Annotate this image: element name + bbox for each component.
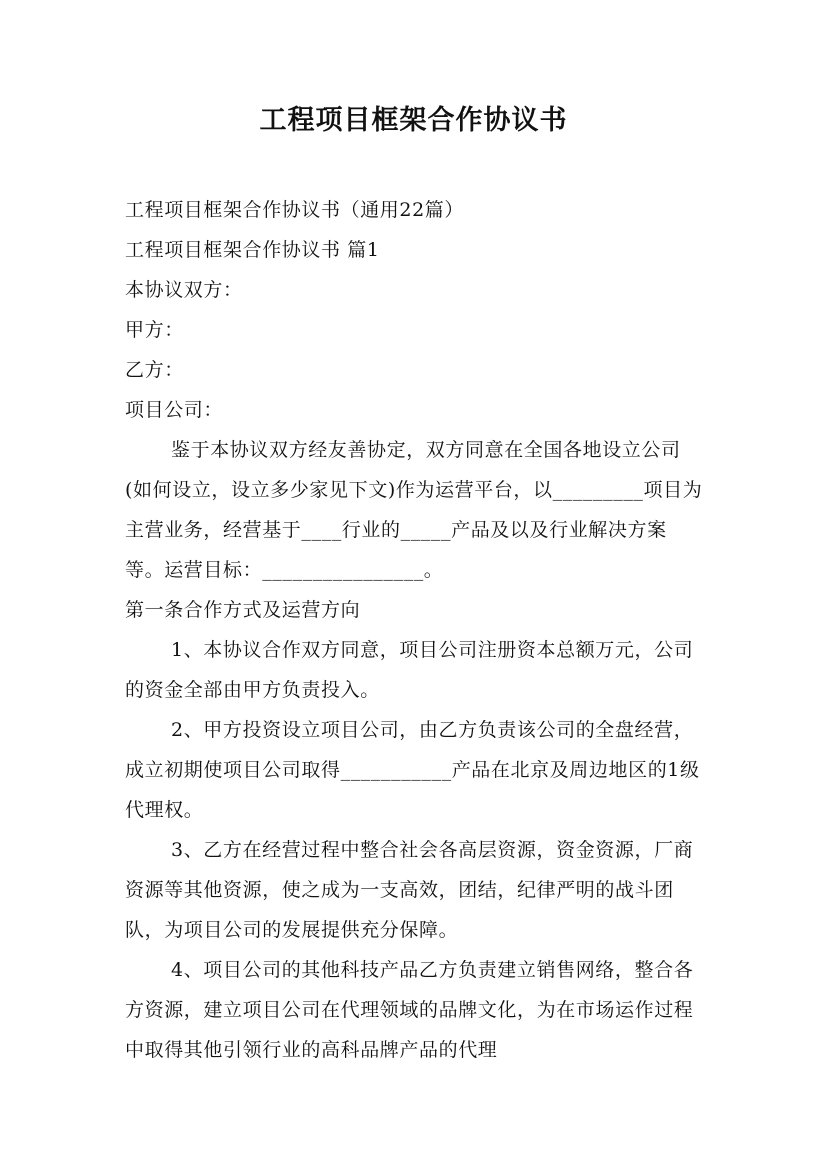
article-1-item-3: 3、乙方在经营过程中整合社会各高层资源，资金资源，厂商资源等其他资源，使之成为一支高效，团结，纪律严明的战斗团队，为项目公司的发展提供充分保障。 xyxy=(125,839,694,941)
party-b-label: 乙方： xyxy=(125,359,184,381)
document-subtitle: 工程项目框架合作协议书（通用22篇） xyxy=(125,199,464,221)
section-heading: 工程项目框架合作协议书 篇1 xyxy=(125,239,380,261)
article-1-item-2: 2、甲方投资设立项目公司，由乙方负责该公司的全盘经营，成立初期使项目公司取得___________产品在北京及周边地区的1级代理权。 xyxy=(125,719,700,821)
intro-paragraph: 鉴于本协议双方经友善协定，双方同意在全国各地设立公司(如何设立，设立多少家见下文)作为运营平台，以_________项目为主营业务，经营基于____行业的_____产品及以及行业解决方案等。运营目标：________________。 xyxy=(125,439,703,581)
parties-label: 本协议双方： xyxy=(125,279,243,301)
party-a-label: 甲方： xyxy=(125,319,184,341)
project-company-label: 项目公司： xyxy=(125,399,224,421)
document-title: 工程项目框架合作协议书 xyxy=(259,105,568,136)
article-1-item-1: 1、本协议合作双方同意，项目公司注册资本总额万元，公司的资金全部由甲方负责投入。 xyxy=(125,639,694,701)
article-1-heading: 第一条合作方式及运营方向 xyxy=(125,599,361,621)
article-1-item-4: 4、项目公司的其他科技产品乙方负责建立销售网络，整合各方资源，建立项目公司在代理领域的品牌文化，为在市场运作过程中取得其他引领行业的高科品牌产品的代理 xyxy=(125,959,694,1061)
document-body xyxy=(125,190,705,1070)
